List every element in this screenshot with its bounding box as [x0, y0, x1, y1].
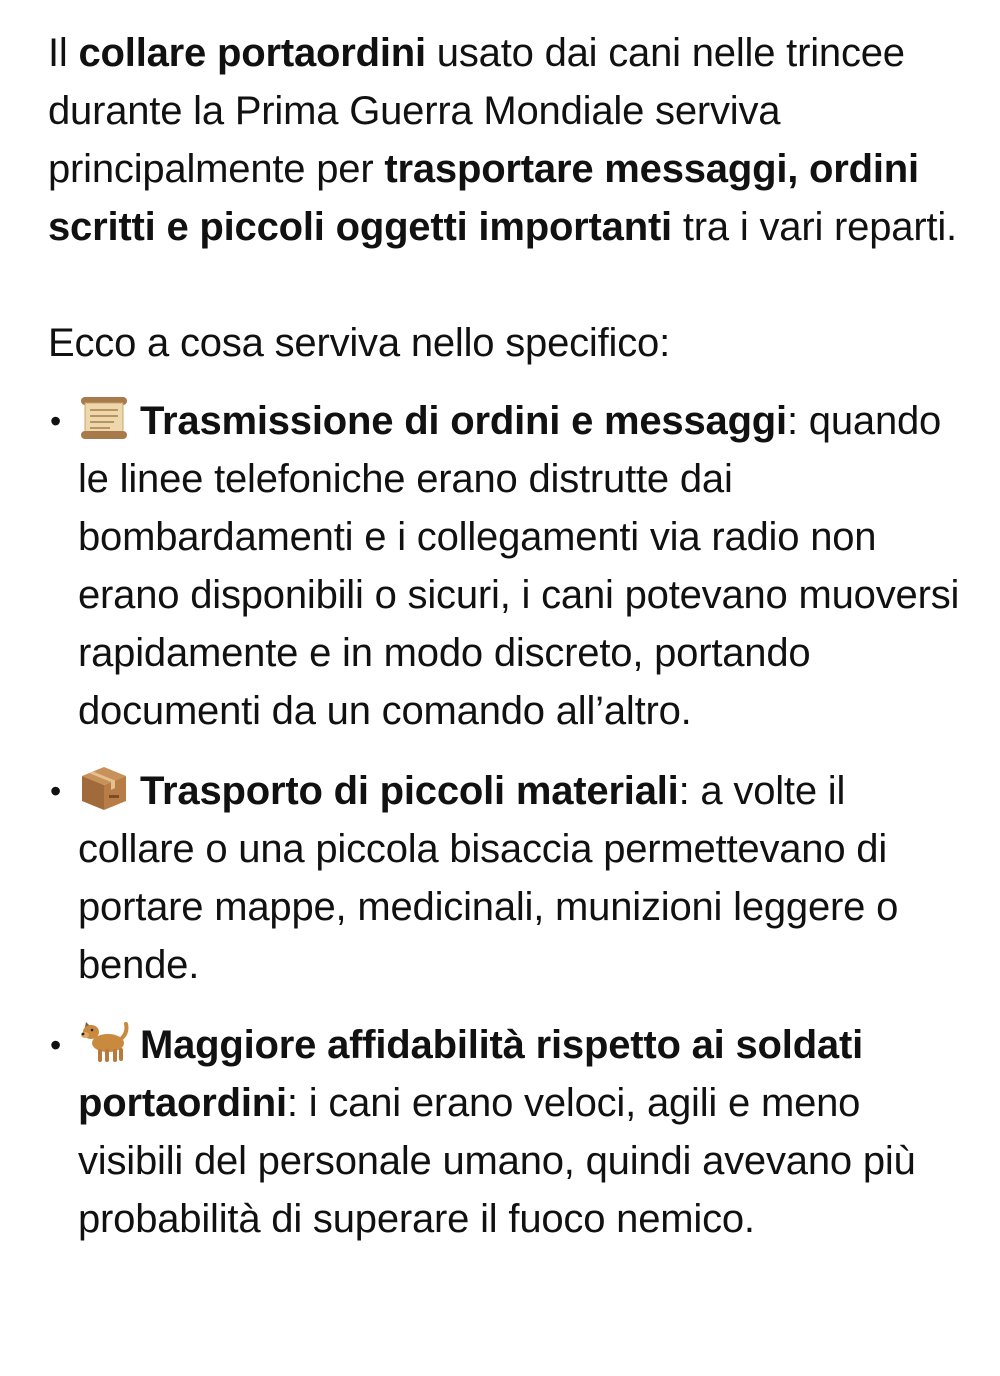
list-item	[48, 392, 968, 740]
intro-text-3: tra i vari reparti.	[671, 205, 957, 249]
intro-text-1: Il	[48, 31, 79, 75]
list-item	[48, 762, 968, 994]
bullet-dot: •	[50, 1027, 62, 1063]
bullet-title: Trasporto di piccoli materiali	[140, 769, 679, 813]
package-icon	[78, 764, 130, 812]
bullet-title: Trasmissione di ordini e messaggi	[140, 399, 787, 443]
bullet-text: i cani erano veloci, agili e meno visibili del personale umano, quindi avevano più probabilità di superare il fuoco nemico.	[78, 1081, 916, 1241]
message-content	[48, 24, 968, 1270]
bullet-dot: •	[50, 773, 62, 809]
bullet-dot: •	[50, 403, 62, 439]
dog-icon	[78, 1018, 130, 1066]
intro-text-2: usato dai cani nelle trincee durante la Prima Guerra Mondiale serviva principalmente per	[48, 31, 905, 191]
bullet-list	[48, 392, 968, 1248]
bullet-text: quando le linee telefoniche erano distrutte dai bombardamenti e i collegamenti via radio non erano disponibili o sicuri, i cani potevano muoversi rapidamente e in modo discreto, portando documenti da un comando all’altro.	[78, 399, 960, 733]
bullet-separator: :	[678, 769, 690, 813]
intro-bold-2: trasportare messaggi, ordini scritti e piccoli oggetti importanti	[48, 147, 919, 249]
bullet-title: Maggiore affidabilità rispetto ai soldati portaordini	[78, 1023, 864, 1125]
bullet-separator: :	[286, 1081, 298, 1125]
list-item	[48, 1016, 968, 1248]
intro-paragraph	[48, 24, 968, 256]
intro-bold-1: collare portaordini	[78, 31, 426, 75]
bullet-separator: :	[786, 399, 798, 443]
bullet-text: a volte il collare o una piccola bisaccia permettevano di portare mappe, medicinali, munizioni leggere o bende.	[78, 769, 899, 987]
lead-paragraph: Ecco a cosa serviva nello specifico:	[48, 321, 670, 365]
scroll-icon	[78, 394, 130, 442]
